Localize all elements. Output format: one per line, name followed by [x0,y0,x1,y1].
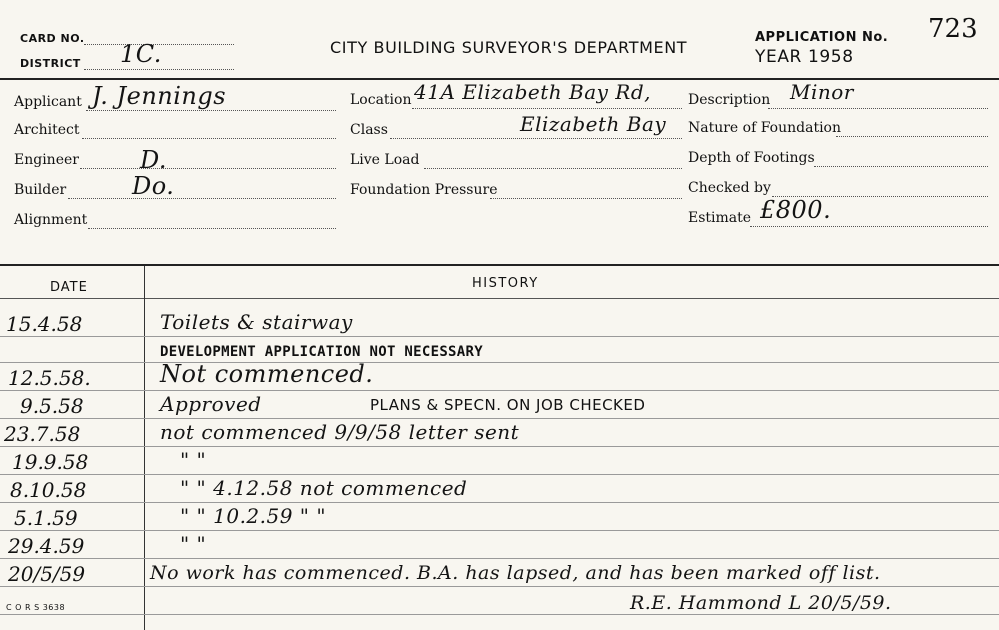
foundation-pressure-line [490,198,682,199]
depth-line [814,166,988,167]
history-stamp: DEVELOPMENT APPLICATION NOT NECESSARY [160,344,483,360]
history-date: 12.5.58. [8,366,91,390]
history-entry: not commenced 9/9/58 letter sent [160,420,520,444]
ruled-line [0,362,999,363]
history-entry: Approved [160,392,262,416]
history-typed-note: PLANS & SPECN. ON JOB CHECKED [370,396,646,414]
description-value: Minor [790,80,854,104]
location-value-1: 41A Elizabeth Bay Rd, [414,80,652,104]
estimate-value: £800. [760,196,832,224]
district-line [84,69,234,70]
alignment-label: Alignment [14,212,88,228]
nature-line [836,136,988,137]
history-date: 29.4.59 [8,534,85,558]
history-entry: " " 4.12.58 not commenced [180,476,468,500]
date-column-divider [144,266,145,630]
history-date: 8.10.58 [10,478,87,502]
district-value: 1C. [120,40,162,68]
applicant-value: J. Jennings [92,82,227,110]
applicant-line [86,110,336,111]
history-entry: Not commenced. [160,360,374,388]
history-top-rule [0,264,999,266]
ruled-line [0,446,999,447]
history-date: 9.5.58 [20,394,84,418]
estimate-label: Estimate [688,210,752,226]
application-no-value: 723 [928,14,978,44]
location-label: Location [350,92,412,108]
location-line [412,108,682,109]
ruled-line [0,502,999,503]
history-signature: R.E. Hammond L 20/5/59. [630,592,892,614]
district-label: DISTRICT [20,57,81,70]
history-date: 19.9.58 [12,450,89,474]
history-entry: No work has commenced. B.A. has lapsed, and has been marked off list. [150,562,881,584]
architect-line [82,138,336,139]
history-date: 15.4.58 [6,312,83,336]
checked-by-label: Checked by [688,180,771,196]
foundation-pressure-label: Foundation Pressure [350,182,498,198]
engineer-label: Engineer [14,152,79,168]
ruled-line [0,530,999,531]
history-entry: " " [180,448,207,472]
nature-of-foundation-label: Nature of Foundation [688,120,841,136]
applicant-label: Applicant [14,94,82,110]
history-date: 5.1.59 [14,506,78,530]
engineer-value: D. [140,146,168,174]
history-entry: " " 10.2.59 " " [180,504,327,528]
ruled-line [0,336,999,337]
card-no-label: CARD NO. [20,32,85,45]
depth-of-footings-label: Depth of Footings [688,150,815,166]
description-label: Description [688,92,771,108]
form-code: C O R S 3638 [6,603,66,612]
history-entry: " " [180,532,207,556]
history-entry: Toilets & stairway [160,310,353,334]
location-value-2: Elizabeth Bay [520,112,667,136]
engineer-line [80,168,336,169]
department-title: CITY BUILDING SURVEYOR'S DEPARTMENT [330,38,688,57]
ruled-line [0,474,999,475]
alignment-line [88,228,336,229]
history-header-rule [0,298,999,299]
history-column-header: HISTORY [472,276,539,291]
builder-label: Builder [14,182,67,198]
class-label: Class [350,122,388,138]
ruled-line [0,614,999,615]
date-column-header: DATE [50,280,88,295]
year-label: YEAR 1958 [755,47,854,67]
builder-line [68,198,336,199]
builder-value: Do. [132,172,175,200]
history-date: 23.7.58 [4,422,81,446]
history-date: 20/5/59 [8,562,86,586]
ruled-line [0,418,999,419]
class-line [390,138,682,139]
architect-label: Architect [14,122,80,138]
ruled-line [0,390,999,391]
application-no-label: APPLICATION No. [755,30,889,45]
ruled-line [0,558,999,559]
live-load-line [424,168,682,169]
ruled-line [0,586,999,587]
description-line [768,108,988,109]
estimate-line [750,226,988,227]
live-load-label: Live Load [350,152,420,168]
